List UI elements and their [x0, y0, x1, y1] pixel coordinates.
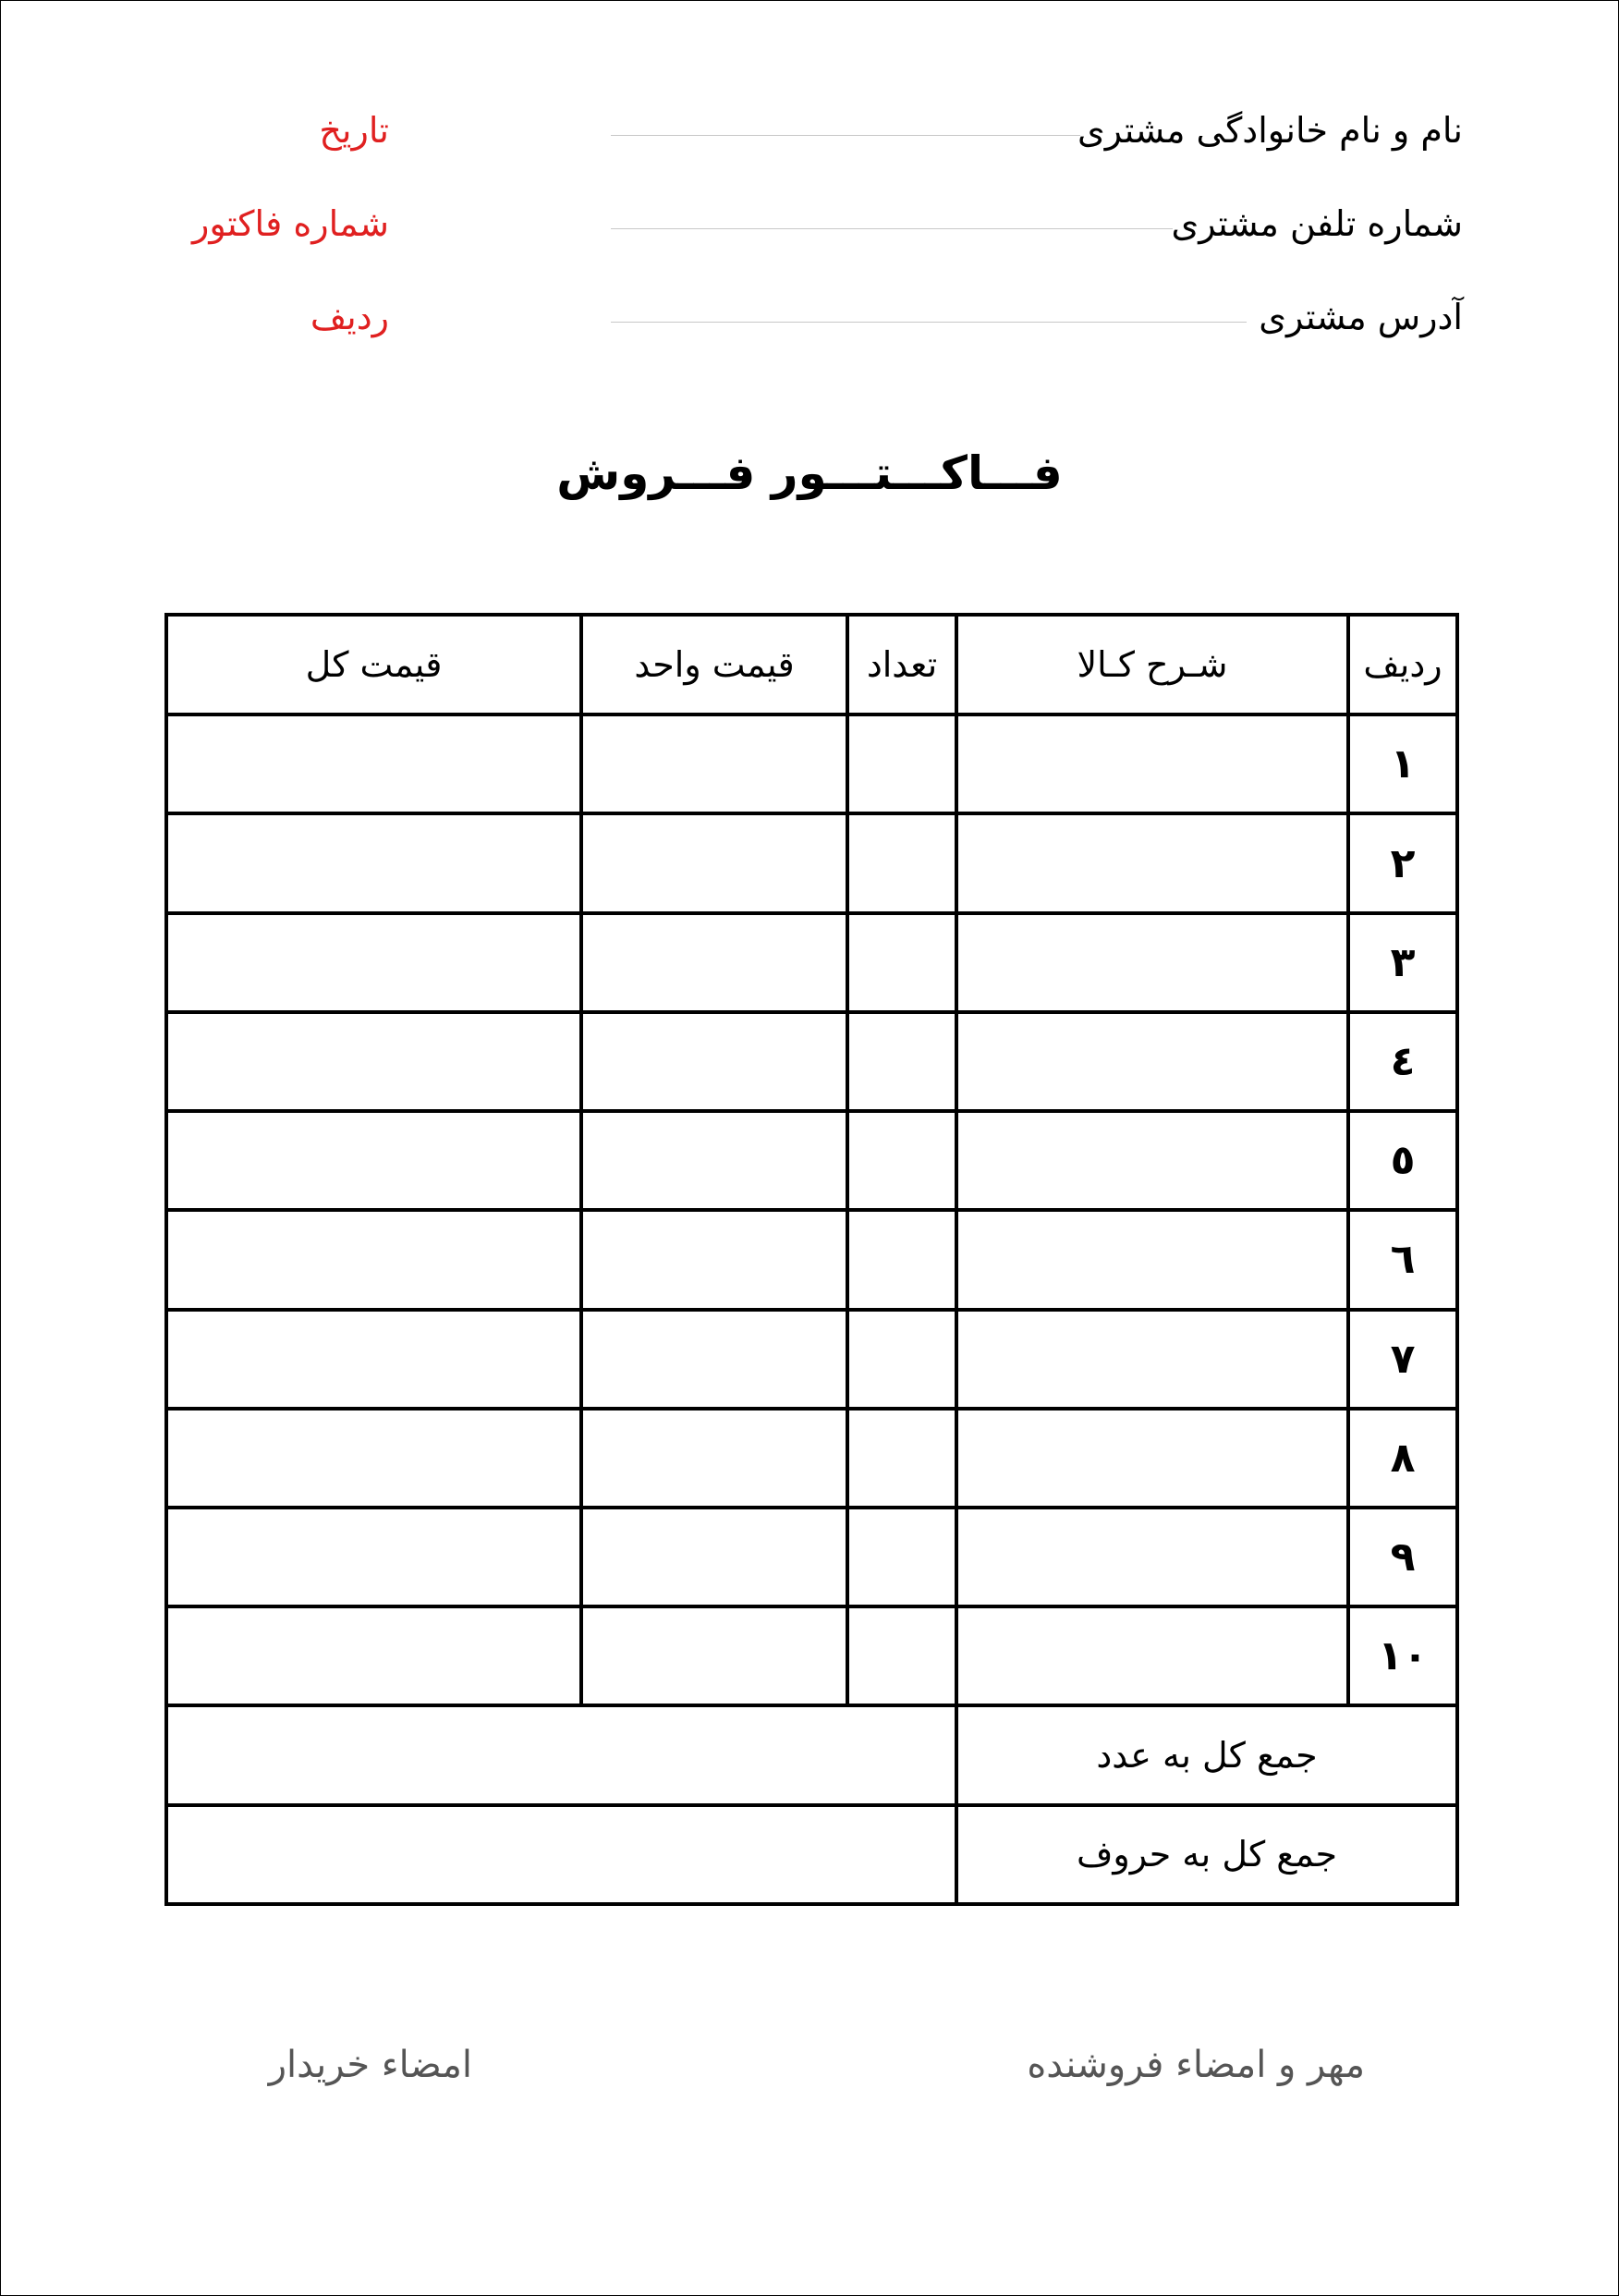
description-cell[interactable]: [956, 1111, 1348, 1210]
table-row: [166, 1210, 1457, 1309]
row-number: ۹: [1348, 1508, 1457, 1606]
total-price-cell[interactable]: [166, 1012, 581, 1111]
total-number-row: [166, 1705, 1457, 1804]
table-header-row: [166, 615, 1457, 714]
quantity-cell[interactable]: [847, 1606, 956, 1705]
row-number: ۸: [1348, 1409, 1457, 1508]
column-header-total-price: قیمت کل: [166, 615, 581, 714]
total-price-cell[interactable]: [166, 1606, 581, 1705]
description-cell[interactable]: [956, 714, 1348, 813]
table-row: [166, 1508, 1457, 1606]
quantity-cell[interactable]: [847, 1210, 956, 1309]
row-number: ٦: [1348, 1210, 1457, 1309]
quantity-cell[interactable]: [847, 813, 956, 912]
total-price-cell[interactable]: [166, 913, 581, 1012]
total-price-cell[interactable]: [166, 1310, 581, 1409]
unit-price-cell[interactable]: [581, 714, 847, 813]
description-cell[interactable]: [956, 1310, 1348, 1409]
customer-name-line[interactable]: [611, 135, 1080, 136]
table-row: [166, 913, 1457, 1012]
unit-price-cell[interactable]: [581, 1012, 847, 1111]
total-words-row: [166, 1805, 1457, 1904]
customer-phone-label: شماره تلفن مشتری: [1171, 203, 1463, 244]
customer-address-line[interactable]: [611, 322, 1247, 323]
unit-price-cell[interactable]: [581, 1310, 847, 1409]
row-number: ۱۰: [1348, 1606, 1457, 1705]
row-number: ۳: [1348, 913, 1457, 1012]
column-header-quantity: تعداد: [847, 615, 956, 714]
description-cell[interactable]: [956, 813, 1348, 912]
column-header-unit-price: قیمت واحد: [581, 615, 847, 714]
invoice-number-label: شماره فاکتور: [191, 203, 389, 244]
total-number-cell[interactable]: [166, 1705, 956, 1804]
unit-price-cell[interactable]: [581, 813, 847, 912]
table-row: [166, 1111, 1457, 1210]
seller-signature-label: مهر و امضاء فروشنده: [1027, 2044, 1365, 2086]
row-number-label: ردیف: [310, 297, 389, 337]
description-cell[interactable]: [956, 913, 1348, 1012]
row-number: ٥: [1348, 1111, 1457, 1210]
table-row: [166, 1606, 1457, 1705]
unit-price-cell[interactable]: [581, 1409, 847, 1508]
row-number: ۲: [1348, 813, 1457, 912]
page-title: فـــاکـــتـــور فـــروش: [556, 446, 1063, 500]
column-header-description: شـرح کـالا: [956, 615, 1348, 714]
table-row: [166, 1310, 1457, 1409]
table-row: [166, 1409, 1457, 1508]
description-cell[interactable]: [956, 1409, 1348, 1508]
total-words-cell[interactable]: [166, 1805, 956, 1904]
description-cell[interactable]: [956, 1508, 1348, 1606]
quantity-cell[interactable]: [847, 1012, 956, 1111]
total-number-label: جمع کل به عدد: [956, 1705, 1457, 1804]
description-cell[interactable]: [956, 1012, 1348, 1111]
customer-name-label: نام و نام خانوادگی مشتری: [1077, 110, 1463, 151]
unit-price-cell[interactable]: [581, 1111, 847, 1210]
description-cell[interactable]: [956, 1210, 1348, 1309]
quantity-cell[interactable]: [847, 1310, 956, 1409]
customer-address-label: آدرس مشتری: [1259, 297, 1463, 337]
table-row: [166, 813, 1457, 912]
unit-price-cell[interactable]: [581, 913, 847, 1012]
date-label: تاریخ: [319, 110, 389, 151]
invoice-table: [164, 613, 1459, 1906]
total-price-cell[interactable]: [166, 714, 581, 813]
table-row: [166, 1012, 1457, 1111]
unit-price-cell[interactable]: [581, 1508, 847, 1606]
total-price-cell[interactable]: [166, 813, 581, 912]
total-price-cell[interactable]: [166, 1508, 581, 1606]
buyer-signature-label: امضاء خریدار: [268, 2044, 472, 2086]
total-price-cell[interactable]: [166, 1210, 581, 1309]
description-cell[interactable]: [956, 1606, 1348, 1705]
customer-phone-line[interactable]: [611, 228, 1173, 229]
table-row: [166, 714, 1457, 813]
quantity-cell[interactable]: [847, 913, 956, 1012]
quantity-cell[interactable]: [847, 714, 956, 813]
row-number: ۷: [1348, 1310, 1457, 1409]
quantity-cell[interactable]: [847, 1508, 956, 1606]
quantity-cell[interactable]: [847, 1409, 956, 1508]
total-price-cell[interactable]: [166, 1111, 581, 1210]
total-words-label: جمع کل به حروف: [956, 1805, 1457, 1904]
unit-price-cell[interactable]: [581, 1606, 847, 1705]
row-number: ۱: [1348, 714, 1457, 813]
column-header-row-number: ردیف: [1348, 615, 1457, 714]
quantity-cell[interactable]: [847, 1111, 956, 1210]
unit-price-cell[interactable]: [581, 1210, 847, 1309]
total-price-cell[interactable]: [166, 1409, 581, 1508]
row-number: ٤: [1348, 1012, 1457, 1111]
